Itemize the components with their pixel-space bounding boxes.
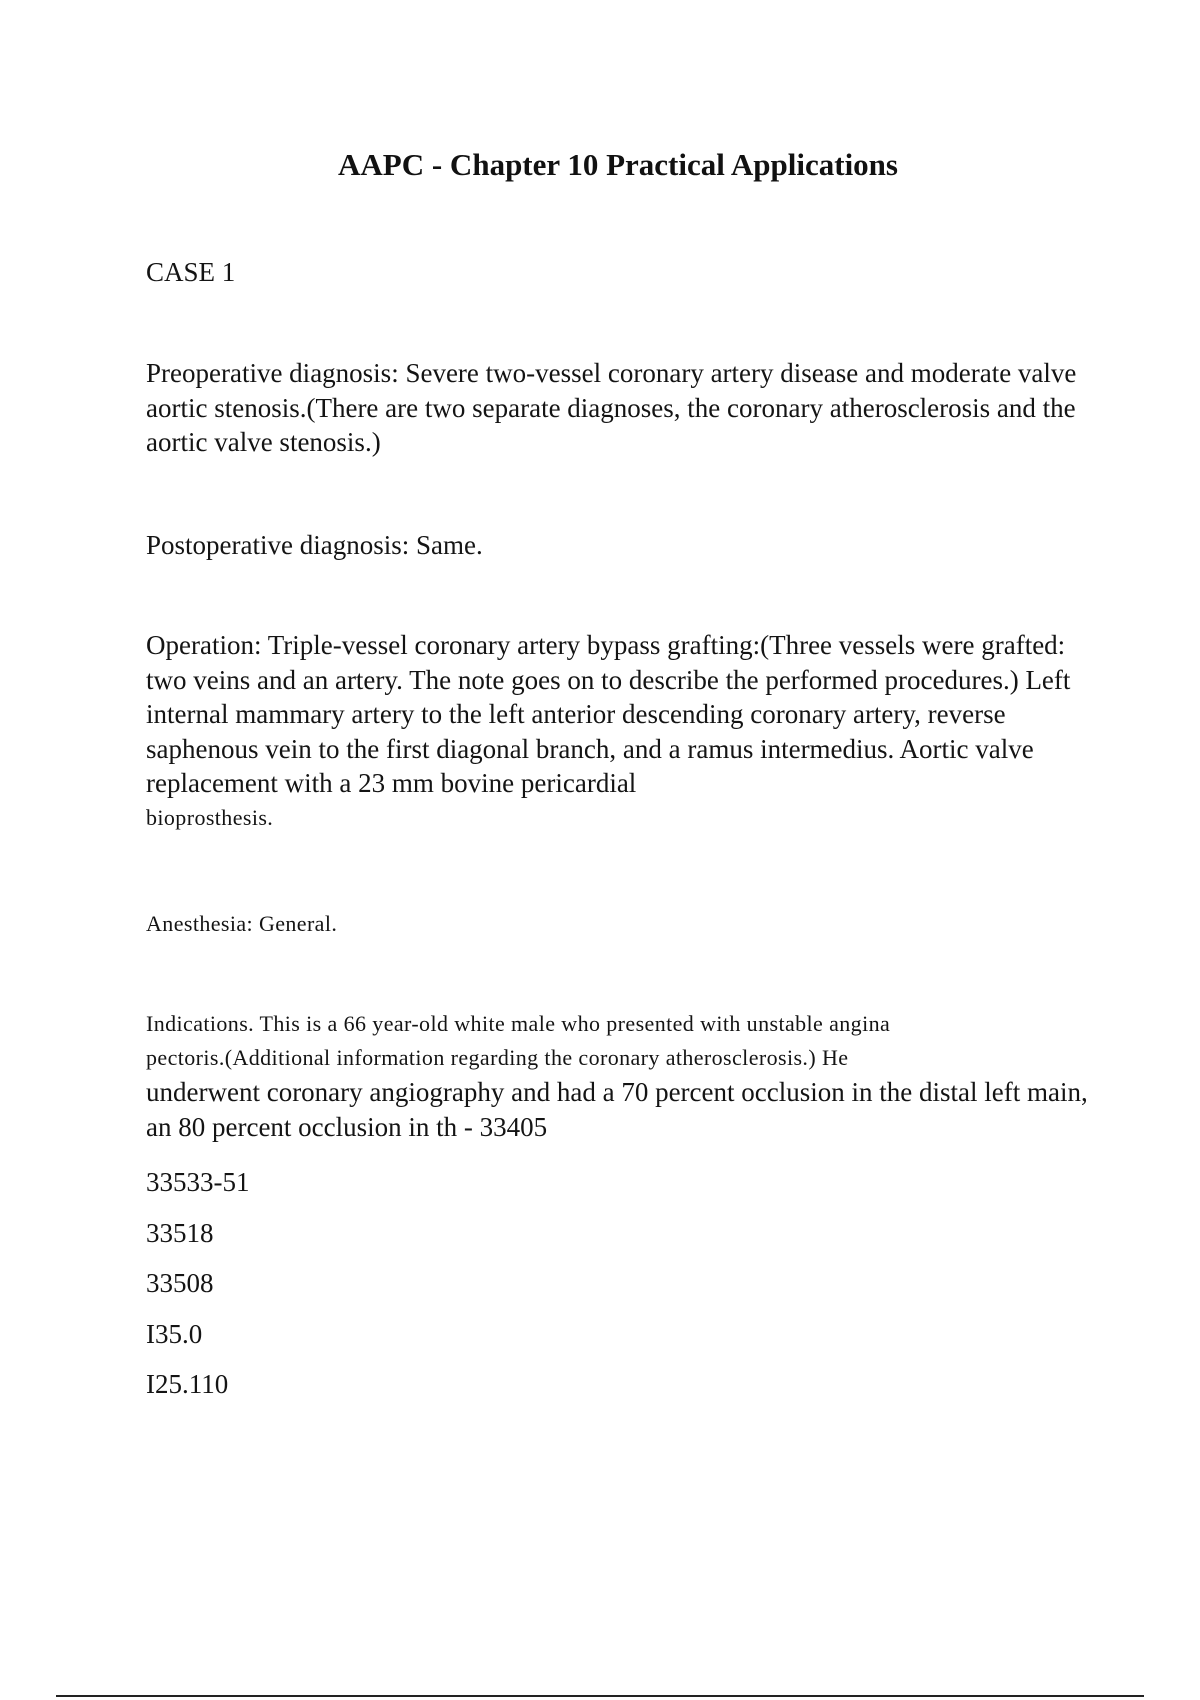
operation-section	[146, 628, 1106, 835]
code-item: 33533-51	[146, 1167, 250, 1197]
indications-text: underwent coronary angiography and had a 70 percent occlusion in the distal left main, an 80 percent occlusion in th - 33405	[146, 1077, 1088, 1142]
code-item: I35.0	[146, 1318, 203, 1349]
anesthesia: Anesthesia: General.	[146, 911, 338, 936]
preoperative-diagnosis: Preoperative diagnosis: Severe two-vessel coronary artery disease and moderate valve aortic stenosis.(There are two separate diagnoses, the coronary atherosclerosis and the aortic valve stenosis.)	[146, 358, 1077, 457]
indications-line-2: pectoris.(Additional information regarding the coronary atherosclerosis.) He	[146, 1045, 849, 1070]
indications-line-1: Indications. This is a 66 year-old white male who presented with unstable angina	[146, 1011, 891, 1036]
postoperative-diagnosis: Postoperative diagnosis: Same.	[146, 530, 483, 560]
bottom-rule	[56, 1695, 1144, 1697]
code-item: I25.110	[146, 1369, 229, 1399]
operation-text: Operation: Triple-vessel coronary artery bypass grafting:(Three vessels were grafted: two veins and an artery. The note goes on to describe the performed procedures.) Left internal mammary artery to the left anterior descending coronary artery, reverse saphenous vein to the first diagonal branch, and a ramus intermedius. Aortic valve replacement with a 23 mm bovine pericardial	[146, 630, 1071, 798]
case-label: CASE 1	[146, 257, 236, 287]
code-list	[146, 1165, 250, 1418]
code-item: 33508	[146, 1268, 214, 1298]
code-item: 33518	[146, 1217, 214, 1248]
document-title: AAPC - Chapter 10 Practical Applications	[338, 147, 898, 182]
indications-section	[146, 1007, 1106, 1144]
operation-text-end: bioprosthesis.	[146, 804, 274, 830]
